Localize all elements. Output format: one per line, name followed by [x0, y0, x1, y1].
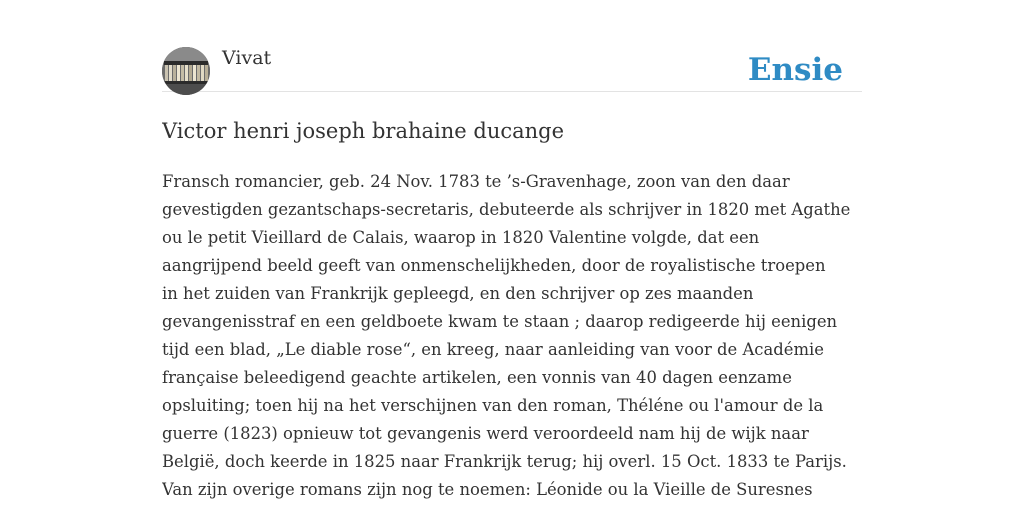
body-line: België, doch keerde in 1825 naar Frankrijk terug; hij overl. 15 Oct. 1833 te Parijs.: [162, 452, 847, 471]
ensie-logo[interactable]: Ensie: [747, 52, 843, 88]
body-line: gevangenisstraf en een geldboete kwam te staan ; daarop redigeerde hij eenigen: [162, 312, 838, 331]
body-line: guerre (1823) opnieuw tot gevangenis werd veroordeeld nam hij de wijk naar: [162, 424, 809, 443]
book-spines-avatar-icon: [162, 47, 210, 95]
body-line: ou le petit Vieillard de Calais, waarop in 1820 Valentine volgde, dat een: [162, 228, 760, 247]
article-body: [162, 168, 862, 504]
site-header: [162, 0, 862, 92]
body-line: Van zijn overige romans zijn nog te noemen: Léonide ou la Vieille de Suresnes: [162, 480, 813, 499]
source-name-link[interactable]: Vivat: [222, 47, 272, 69]
source-avatar[interactable]: [162, 47, 210, 95]
body-line: tijd een blad, „Le diable rose“, en kreeg, naar aanleiding van voor de Académie: [162, 340, 824, 359]
article-title: Victor henri joseph brahaine ducange: [162, 119, 565, 143]
body-line: aangrijpend beeld geeft van onmenschelijkheden, door de royalistische troepen: [162, 256, 826, 275]
body-line: opsluiting; toen hij na het verschijnen van den roman, Théléne ou l'amour de la: [162, 396, 824, 415]
body-line: Fransch romancier, geb. 24 Nov. 1783 te ’s-Gravenhage, zoon van den daar: [162, 172, 790, 191]
body-line: gevestigden gezantschaps-secretaris, debuteerde als schrijver in 1820 met Agathe: [162, 200, 851, 219]
body-line: française beleedigend geachte artikelen, een vonnis van 40 dagen eenzame: [162, 368, 792, 387]
body-line: in het zuiden van Frankrijk gepleegd, en den schrijver op zes maanden: [162, 284, 754, 303]
article-page: [162, 0, 862, 512]
